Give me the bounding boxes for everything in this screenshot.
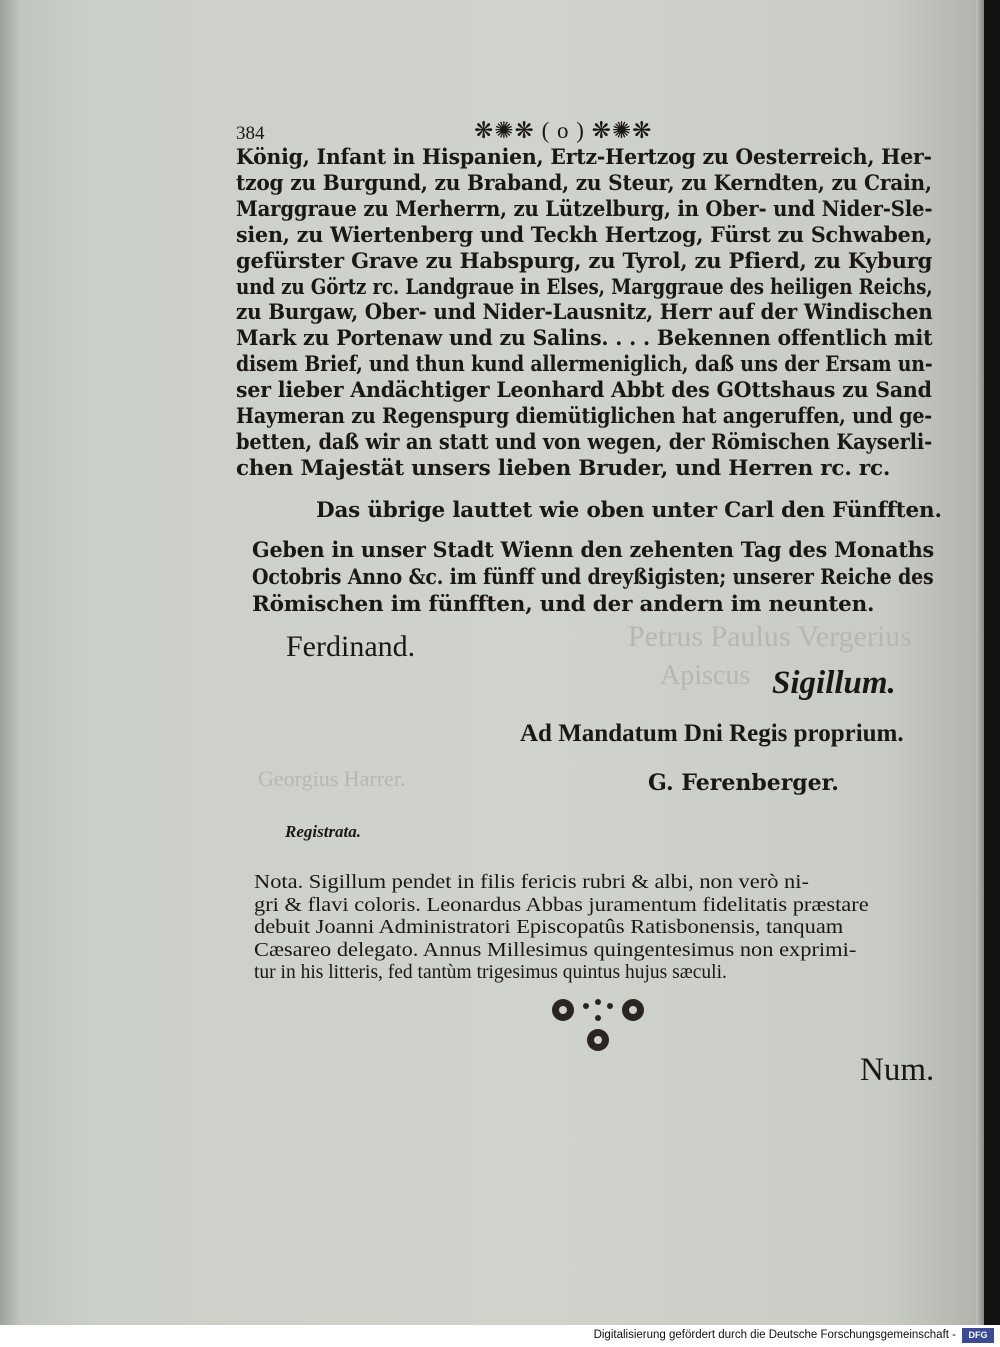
body-line: und zu Görtz rc. Landgraue in Elses, Marggraue des heiligen Reichs, — [236, 274, 933, 300]
footer-credit: Digitalisierung gefördert durch die Deutsche Forschungsgemeinschaft - — [593, 1329, 956, 1341]
dfg-logo: DFG — [962, 1328, 994, 1343]
body-line: Haymeran zu Regenspurg diemütiglichen hat angeruffen, und ge- — [236, 404, 933, 429]
secretary-name: G. Ferenberger. — [648, 770, 839, 796]
body-line: sien, zu Wiertenberg und Teckh Hertzog, Fürst zu Schwaben, — [236, 222, 933, 248]
body-line: ser lieber Andächtiger Leonhard Abbt des GOttshaus zu Sand — [236, 378, 932, 404]
seal-label: Sigillum. — [772, 665, 896, 701]
body-line: zu Burgaw, Ober- und Nider-Lausnitz, Herr auf der Windischen — [236, 300, 933, 326]
footer-bar — [0, 1325, 1000, 1347]
mandate-line: Ad Mandatum Dni Regis proprium. — [520, 720, 904, 747]
body-line: betten, daß wir an statt und von wegen, der Römischen Kayserli- — [236, 429, 932, 455]
book-spine-shadow — [0, 0, 22, 1325]
bleed-through-text: Apiscus — [660, 660, 751, 691]
nota-line: Nota. Sigillum pendet in filis fericis rubri & albi, non verò ni- — [254, 872, 809, 893]
body-line: chen Majestät unsers lieben Bruder, und Herren rc. rc. — [236, 455, 891, 481]
body-line: gefürster Grave zu Habspurg, zu Tyrol, zu Pfierd, zu Kyburg — [236, 248, 933, 274]
nota-line: debuit Joanni Administratori Episcopatûs Ratisbonensis, tanquam — [254, 917, 844, 938]
signatory-name: Ferdinand. — [286, 630, 416, 663]
body-line: Mark zu Portenaw und zu Salins. . . . Bekennen offentlich mit — [236, 326, 933, 352]
running-head: ❋✺❋ ( o ) ❋✺❋ — [474, 118, 653, 143]
bleed-through-text: Petrus Paulus Vergerius — [628, 620, 912, 653]
flower-ornament-icon — [548, 996, 648, 1056]
nota-line: tur in his litteris, fed tantùm trigesimus quintus hujus sæculi. — [254, 962, 727, 983]
page-number: 384 — [236, 123, 265, 144]
dating-line: Geben in unser Stadt Wienn den zehenten Tag des Monaths — [252, 538, 934, 563]
dating-line: Römischen im fünfften, und der andern im neunten. — [252, 592, 875, 617]
nota-line: Cæsareo delegato. Annus Millesimus quingentesimus non exprimi- — [254, 939, 857, 961]
catchword: Num. — [860, 1052, 935, 1088]
page-edge — [976, 0, 984, 1325]
nota-line: gri & flavi coloris. Leonardus Abbas juramentum fidelitatis præstare — [254, 894, 869, 916]
registrata-label: Registrata. — [285, 822, 362, 841]
body-line: tzog zu Burgund, zu Braband, zu Steur, zu Kerndten, zu Crain, — [236, 170, 932, 196]
body-line: Marggraue zu Merherrn, zu Lützelburg, in Ober- und Nider-Sle- — [236, 196, 933, 222]
remainder-line: Das übrige lauttet wie oben unter Carl den Fünfften. — [316, 498, 942, 523]
body-line: disem Brief, und thun kund allermeniglich, daß uns der Ersam un- — [236, 352, 933, 378]
bleed-through-text: Georgius Harrer. — [258, 766, 406, 791]
body-line: König, Infant in Hispanien, Ertz-Hertzog zu Oesterreich, Her- — [236, 145, 932, 170]
dating-line: Octobris Anno &c. im fünff und dreyßigisten; unserer Reiche des — [252, 565, 934, 590]
